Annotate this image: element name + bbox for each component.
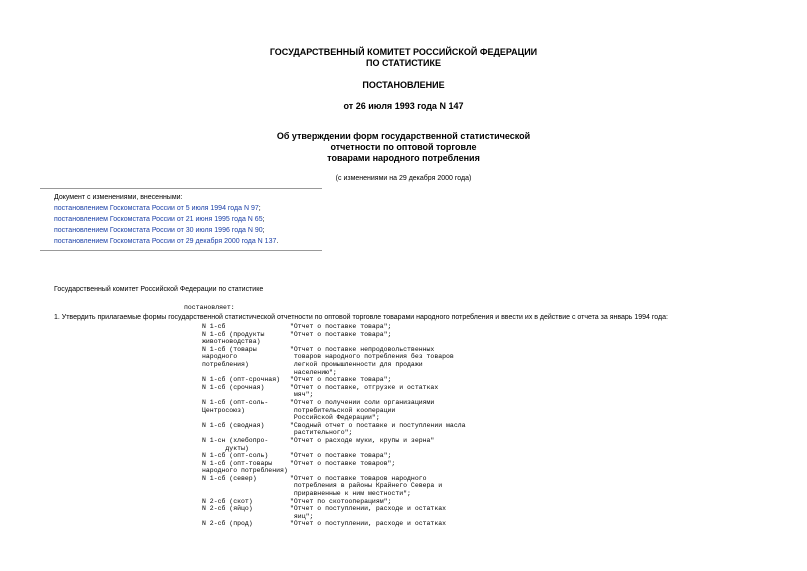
form-code: N 1-сб (опт-соль)	[202, 452, 269, 460]
form-code: N 1-сб (срочная)	[202, 383, 265, 391]
form-description: "Отчет о поступлении, расходе и остатках	[290, 520, 447, 528]
org-name-line1: ГОСУДАРСТВЕННЫЙ КОМИТЕТ РОССИЙСКОЙ ФЕДЕРАЦИИ	[269, 47, 538, 57]
forms-list	[202, 323, 502, 528]
change-item	[54, 215, 265, 224]
form-row	[202, 331, 502, 346]
change-link-1[interactable]: постановлением Госкомстата России от 5 июля 1994 года N 97	[54, 205, 259, 212]
form-code: N 1-сб (опт-срочная)	[202, 376, 281, 384]
changes-top-divider	[40, 188, 322, 189]
form-row	[202, 422, 502, 437]
form-code: N 2-сб (скот)	[202, 497, 253, 505]
form-code: N 1-сб (опт-товары народного потребления)	[202, 459, 288, 475]
document-title-line3: товарами народного потребления	[327, 153, 480, 163]
form-row	[202, 437, 502, 452]
org-name-line2: ПО СТАТИСТИКЕ	[366, 58, 441, 68]
form-row	[202, 505, 502, 520]
form-description: "Отчет о расходе муки, крупы и зерна"	[290, 436, 435, 444]
document-title-line2: отчетности по оптовой торговле	[330, 142, 477, 152]
changes-intro: Документ с изменениями, внесенными:	[54, 194, 183, 201]
form-description: "Отчет о получении соли организациями потребительской кооперации Российской Федерации";	[290, 398, 435, 422]
form-description: "Отчет о поставке товара";	[290, 452, 392, 460]
change-item	[54, 226, 265, 235]
form-row	[202, 384, 502, 399]
form-description: "Отчет о поставке товаров";	[290, 459, 396, 467]
document-type: ПОСТАНОВЛЕНИЕ	[362, 80, 445, 90]
form-code: N 1-сб	[202, 323, 226, 330]
change-link-2[interactable]: постановлением Госкомстата России от 21 июня 1995 года N 65	[54, 216, 263, 223]
change-link-3[interactable]: постановлением Госкомстата России от 30 июля 1996 года N 90	[54, 227, 263, 234]
form-row	[202, 452, 502, 460]
change-item	[54, 204, 261, 213]
change-sep: ;	[258, 205, 261, 212]
committee-name: Государственный комитет Российской Федерации по статистике	[54, 286, 264, 293]
change-sep: ;	[262, 216, 265, 223]
form-description: "Отчет о поставке, отгрузке и остатках мяч";	[290, 383, 439, 399]
form-description: "Отчет по скотооперациям";	[290, 497, 392, 505]
form-row	[202, 520, 502, 528]
form-code: N 1-сб (продукты животноводства)	[202, 330, 265, 346]
change-link-4[interactable]: постановлением Госкомстата России от 29 декабря 2000 года N 137	[54, 238, 277, 245]
decrees-word: постановляет:	[184, 304, 235, 311]
form-code: N 1-сб (опт-соль- Центросоюз)	[202, 398, 269, 414]
item-1-text: 1. Утвердить прилагаемые формы государственной статистической отчетности по оптовой торговле товарами народного потребления и ввести их в действие с отчета за январь 1994 года:	[54, 314, 668, 321]
form-code: N 2-сб (яйцо)	[202, 505, 253, 513]
form-row	[202, 376, 502, 384]
form-code: N 1-сб (север)	[202, 474, 257, 482]
document-title-line1: Об утверждении форм государственной статистической	[276, 131, 531, 141]
form-row	[202, 399, 502, 422]
form-description: "Отчет о поступлении, расходе и остатках яиц";	[290, 505, 447, 520]
form-description: "Отчет о поставке непродовольственных товаров народного потребления без товаров легкой промышленности для продажи населению";	[290, 345, 454, 376]
document-date-number: от 26 июля 1993 года N 147	[343, 101, 464, 111]
changes-bottom-divider	[40, 250, 322, 251]
form-row	[202, 460, 502, 475]
change-item	[54, 237, 278, 246]
form-description: "Отчет о поставке товара";	[290, 330, 392, 338]
change-sep: .	[276, 238, 279, 245]
change-sep: ;	[262, 227, 265, 234]
form-code: N 2-сб (прод)	[202, 520, 253, 528]
form-code: N 1-сн (хлебопро- дукты)	[202, 436, 269, 452]
form-row	[202, 323, 502, 331]
revision-note: (с изменениями на 29 декабря 2000 года)	[335, 175, 472, 182]
form-code: N 1-сб (сводная)	[202, 421, 265, 429]
form-description: "Отчет о поставке товара";	[290, 323, 392, 330]
form-row	[202, 475, 502, 498]
form-description: "Отчет о поставке товара";	[290, 376, 392, 384]
form-description: "Сводный отчет о поставке и поступлении масла растительного";	[290, 421, 466, 437]
form-row	[202, 346, 502, 376]
form-description: "Отчет о поставке товаров народного потребления в районы Крайнего Севера и приравненные к ним местности";	[290, 474, 443, 498]
form-code: N 1-сб (товары народного потребления)	[202, 345, 257, 368]
